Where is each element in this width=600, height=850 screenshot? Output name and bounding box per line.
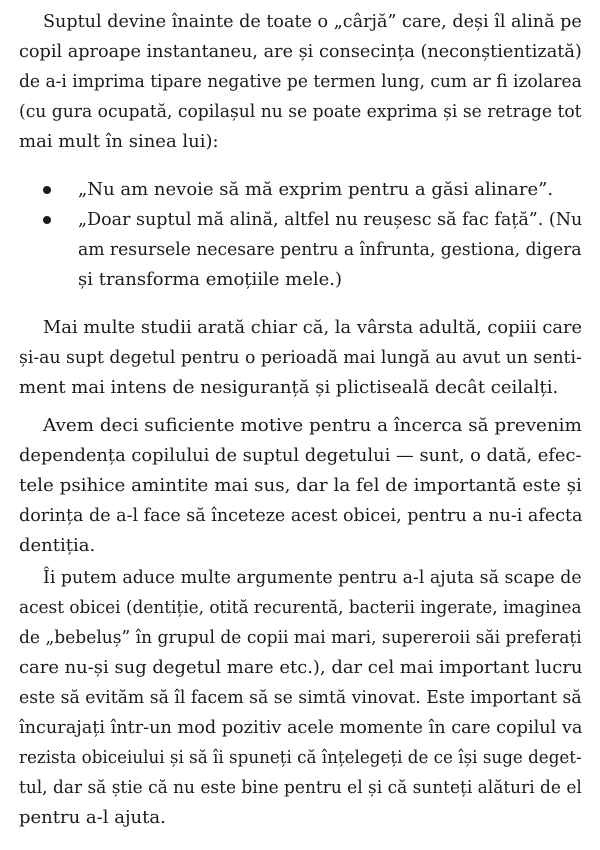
text-line: tul, dar să știe că nu este bine pentru el și că sunteți alături de el bbox=[19, 777, 582, 798]
text-line: dependența copilului de suptul degetului — sunt, o dată, efec- bbox=[19, 445, 582, 466]
text-line: tele psihice amintite mai sus, dar la fel de importantă este și bbox=[19, 475, 582, 496]
text-line: mai mult în sinea lui): bbox=[19, 131, 219, 152]
text-line: (cu gura ocupată, copilașul nu se poate exprima și se retrage tot bbox=[19, 101, 582, 122]
text-line: de „bebeluș” în grupul de copii mai mari, supereroii săi preferați bbox=[19, 627, 582, 648]
text-line: dorința de a-l face să înceteze acest obicei, pentru a nu-i afecta bbox=[19, 505, 583, 526]
text-line: dentiția. bbox=[19, 535, 96, 556]
text-line: Avem deci suficiente motive pentru a încerca să prevenim bbox=[43, 415, 582, 436]
text-line: Mai multe studii arată chiar că, la vârsta adultă, copiii care bbox=[43, 317, 583, 338]
text-line: de a-i imprima tipare negative pe termen lung, cum ar fi izolarea bbox=[19, 71, 582, 92]
text-line: și-au supt degetul pentru o perioadă mai lungă au avut un senti- bbox=[19, 347, 582, 368]
text-line: Îi putem aduce multe argumente pentru a-l ajuta să scape de bbox=[43, 567, 582, 588]
text-line: este să evităm să îl facem să se simtă vinovat. Este important să bbox=[19, 687, 582, 708]
text-line: Suptul devine înainte de toate o „cârjă” care, deși îl alină pe bbox=[43, 11, 582, 32]
text-line: pentru a-l ajuta. bbox=[19, 807, 166, 828]
bullet-icon bbox=[43, 186, 51, 194]
bullet-line: am resursele necesare pentru a înfrunta, gestiona, digera bbox=[78, 239, 582, 260]
text-line: rezista obiceiului și să îi spuneți că înțelegeți de ce își suge deget- bbox=[19, 747, 582, 768]
bullet-line: „Nu am nevoie să mă exprim pentru a găsi alinare”. bbox=[78, 179, 554, 200]
text-line: ment mai intens de nesiguranță și plictiseală decât ceilalți. bbox=[19, 377, 559, 398]
bullet-line: și transforma emoțiile mele.) bbox=[78, 269, 343, 290]
bullet-icon bbox=[43, 216, 51, 224]
bullet-line: „Doar suptul mă alină, altfel nu reușesc să fac față”. (Nu bbox=[78, 209, 583, 230]
text-line: copil aproape instantaneu, are și consecința (neconștientizată) bbox=[19, 41, 582, 62]
text-line: care nu-și sug degetul mare etc.), dar cel mai important lucru bbox=[19, 657, 583, 678]
text-line: acest obicei (dentiție, otită recurentă, bacterii ingerate, imaginea bbox=[19, 597, 582, 618]
text-line: încurajați într-un mod pozitiv acele momente în care copilul va bbox=[19, 717, 583, 738]
